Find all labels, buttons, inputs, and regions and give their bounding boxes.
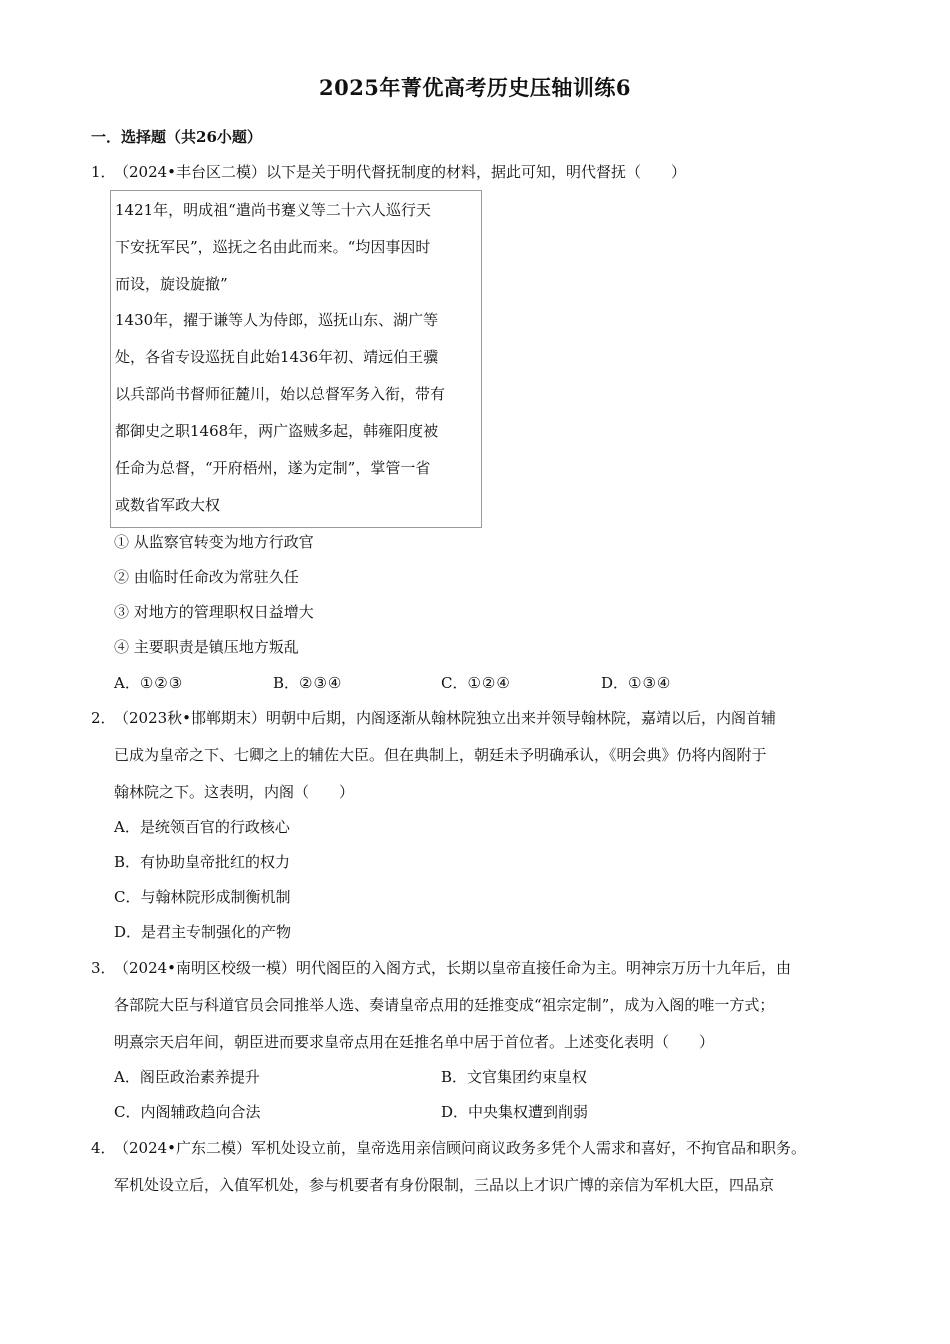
option-text: ①②④	[467, 674, 511, 692]
option-letter: A．	[114, 1068, 140, 1086]
question-3-text: 明代阁臣的入阁方式，长期以皇帝直接任命为主。明神宗万历十九年后，由	[296, 959, 792, 977]
question-2-stem-line: 已成为皇帝之下、七卿之上的辅佐大臣。但在典制上，朝廷未予明确承认，《明会典》仍将内阁附于	[114, 746, 767, 764]
option-letter: D．	[601, 674, 629, 692]
option-letter: B．	[114, 853, 141, 871]
material-line: 或数省军政大权	[115, 496, 221, 514]
question-3-stem-line: 各部院大臣与科道官员会同推举人选、奏请皇帝点用的廷推变成“祖宗定制”，成为入阁的唯一方式；	[114, 996, 775, 1014]
option-letter: B．	[441, 1068, 468, 1086]
document-title: 2025年菁优高考历史压轴训练6	[318, 75, 632, 100]
question-1-option-a[interactable]	[114, 673, 183, 693]
question-1-option-c[interactable]	[441, 673, 511, 693]
option-letter: C．	[114, 888, 141, 906]
question-2-option-a[interactable]	[114, 817, 290, 837]
option-text: 是统领百官的行政核心	[139, 818, 290, 836]
question-2-text: 明朝中后期，内阁逐渐从翰林院独立出来并领导翰林院，嘉靖以后，内阁首辅	[266, 709, 777, 727]
material-line: 1421年，明成祖“遣尚书蹇义等二十六人巡行天	[115, 201, 431, 219]
section-heading: 一．选择题（共26小题）	[91, 128, 262, 146]
question-1-option-b[interactable]	[273, 673, 342, 693]
option-text: ②③④	[299, 674, 343, 692]
question-3-option-a[interactable]	[114, 1067, 260, 1087]
option-letter: C．	[441, 674, 468, 692]
question-2-option-b[interactable]	[114, 852, 290, 872]
material-line: 都御史之职1468年，两广盗贼多起，韩雍阳度被	[115, 422, 439, 440]
option-letter: A．	[114, 674, 140, 692]
statement-3: ③ 对地方的管理职权日益增大	[114, 603, 314, 621]
option-text: 有协助皇帝批红的权力	[140, 853, 291, 871]
question-3-source: （2024•南明区校级一模）	[114, 959, 297, 977]
option-letter: D．	[114, 923, 142, 941]
material-line: 处，各省专设巡抚自此始1436年初、靖远伯王骥	[115, 348, 439, 366]
question-2-stem-line: 翰林院之下。这表明，内阁（ ）	[114, 783, 355, 801]
question-3-option-b[interactable]	[441, 1067, 587, 1087]
option-text: 中央集权遭到削弱	[468, 1103, 589, 1121]
question-2-number: 2．	[91, 709, 116, 727]
option-text: 与翰林院形成制衡机制	[140, 888, 291, 906]
question-2-source: （2023秋•邯郸期末）	[114, 709, 267, 727]
question-2-stem-line	[114, 708, 776, 728]
material-line: 1430年，擢于谦等人为侍郎，巡抚山东、湖广等	[115, 311, 439, 329]
question-1-option-d[interactable]	[601, 673, 671, 693]
question-2-option-d[interactable]	[114, 922, 291, 942]
question-4-text: 军机处设立前，皇帝选用亲信顾问商议政务多凭个人需求和喜好，不拘官品和职务。	[251, 1139, 807, 1157]
option-text: 内阁辅政趋向合法	[140, 1103, 261, 1121]
option-text: 是君主专制强化的产物	[141, 923, 292, 941]
option-text: ①③④	[628, 674, 672, 692]
question-2-option-c[interactable]	[114, 887, 291, 907]
material-line: 下安抚军民”，巡抚之名由此而来。“均因事因时	[115, 238, 431, 256]
question-1-material-box	[110, 190, 482, 528]
option-text: 阁臣政治素养提升	[139, 1068, 260, 1086]
statement-2: ② 由临时任命改为常驻久任	[114, 568, 299, 586]
option-text: ①②③	[139, 674, 184, 692]
question-1-stem	[114, 162, 686, 182]
question-4-number: 4．	[91, 1139, 116, 1157]
question-4-stem-line	[114, 1138, 806, 1158]
option-letter: B．	[273, 674, 300, 692]
question-1-number: 1．	[91, 163, 116, 181]
option-letter: A．	[114, 818, 140, 836]
question-3-number: 3．	[91, 959, 116, 977]
question-1-source: （2024•丰台区二模）	[114, 163, 267, 181]
option-letter: D．	[441, 1103, 469, 1121]
question-3-stem-line	[114, 958, 791, 978]
material-line: 以兵部尚书督师征麓川，始以总督军务入衔，带有	[115, 385, 446, 403]
question-4-stem-line: 军机处设立后，入值军机处，参与机要者有身份限制，三品以上才识广博的亲信为军机大臣，四品京	[114, 1176, 775, 1194]
question-3-option-d[interactable]	[441, 1102, 588, 1122]
question-3-option-c[interactable]	[114, 1102, 261, 1122]
statement-4: ④ 主要职责是镇压地方叛乱	[114, 638, 299, 656]
statement-1: ① 从监察官转变为地方行政官	[114, 533, 314, 551]
question-3-stem-line: 明熹宗天启年间，朝臣进而要求皇帝点用在廷推名单中居于首位者。上述变化表明（ ）	[114, 1033, 715, 1051]
option-letter: C．	[114, 1103, 141, 1121]
material-line: 任命为总督，“开府梧州，遂为定制”，掌管一省	[115, 459, 431, 477]
option-text: 文官集团约束皇权	[467, 1068, 588, 1086]
question-4-source: （2024•广东二模）	[114, 1139, 252, 1157]
material-line: 而设，旋设旋撤”	[115, 275, 228, 293]
question-1-text: 以下是关于明代督抚制度的材料，据此可知，明代督抚（ ）	[266, 163, 687, 181]
